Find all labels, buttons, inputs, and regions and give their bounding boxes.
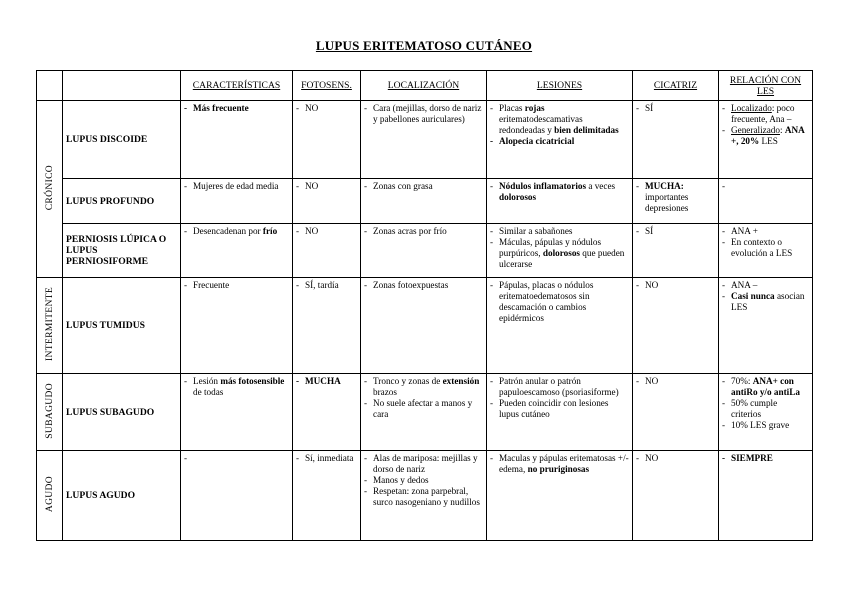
cell-cicatriz (633, 224, 719, 278)
text-run: ANA +, 20% (731, 125, 805, 146)
list-item (490, 237, 629, 270)
cell-lesiones (487, 224, 633, 278)
bullet-list (184, 280, 289, 291)
list-item: - NO (296, 103, 357, 114)
cell-fotosens (293, 451, 361, 541)
cell-relacion (719, 224, 813, 278)
bullet-list (722, 280, 809, 313)
group-agudo (37, 451, 63, 541)
bullet-list (636, 181, 715, 214)
header-lesiones: LESIONES (487, 71, 633, 101)
bullet-list (490, 280, 629, 324)
list-item: - ANA – (722, 280, 809, 291)
list-item: - No suele afectar a manos y cara (364, 398, 483, 420)
text-run: no pruriginosas (527, 464, 590, 474)
bullet-list (184, 181, 289, 192)
list-item: - Alas de mariposa: mejillas y dorso de nariz (364, 453, 483, 475)
bullet-list (490, 226, 629, 270)
cell-lesiones (487, 179, 633, 224)
row-name: LUPUS DISCOIDE (63, 101, 181, 179)
text-run: MUCHA: (645, 181, 684, 191)
header-localizacion: LOCALIZACIÓN (361, 71, 487, 101)
header-blank-2 (63, 71, 181, 101)
list-item: - NO (636, 376, 715, 387)
text-run: extensión (442, 376, 480, 386)
list-item: - NO (296, 226, 357, 237)
cell-localizacion (361, 179, 487, 224)
bullet-list (490, 103, 629, 147)
bullet-list (636, 103, 715, 114)
text-run: Desencadenan por (193, 226, 263, 236)
cell-relacion (719, 101, 813, 179)
bullet-list (722, 103, 809, 147)
cell-localizacion (361, 101, 487, 179)
cell-cicatriz (633, 179, 719, 224)
header-cicatriz: CICATRIZ (633, 71, 719, 101)
group-intermitente-label: INTERMITENTE (44, 287, 55, 361)
list-item: - SIEMPRE (722, 453, 809, 464)
cell-localizacion (361, 451, 487, 541)
list-item (184, 226, 289, 237)
list-item (490, 181, 629, 203)
bullet-list (490, 181, 629, 203)
bullet-list (722, 226, 809, 259)
text-run: rojas (524, 103, 545, 113)
list-item: - Alopecia cicatricial (490, 136, 629, 147)
list-item: - Más frecuente (184, 103, 289, 114)
list-item: - En contexto o evolución a LES (722, 237, 809, 259)
text-run: que pueden ulcerarse (499, 248, 625, 269)
bullet-list (636, 376, 715, 387)
row-discoide (37, 101, 813, 179)
bullet-list (184, 376, 289, 398)
cell-caracteristicas (181, 179, 293, 224)
text-run: frío (262, 226, 278, 236)
bullet-list (296, 103, 357, 114)
text-run: Nódulos inflamatorios (499, 181, 587, 191)
list-item: - ANA + (722, 226, 809, 237)
bullet-list (490, 376, 629, 420)
list-item: - NO (636, 280, 715, 291)
bullet-list (296, 453, 357, 464)
text-run: brazos (373, 387, 397, 397)
bullet-list (490, 453, 629, 475)
bullet-list (296, 181, 357, 192)
group-cronico-label: CRÓNICO (44, 164, 55, 211)
row-profundo (37, 179, 813, 224)
bullet-list (296, 226, 357, 237)
text-run: más fotosensible (220, 376, 285, 386)
list-item: - SÍ (636, 103, 715, 114)
bullet-list (364, 376, 483, 420)
text-run: dolorosos (499, 192, 537, 202)
cell-cicatriz (633, 101, 719, 179)
text-run: Generalizado (731, 125, 780, 135)
row-perniosis (37, 224, 813, 278)
bullet-list (296, 376, 357, 387)
list-item: - Respetan: zona parpebral, surco nasogeniano y nudillos (364, 486, 483, 508)
group-cronico (37, 101, 63, 278)
text-run: Placas (499, 103, 525, 113)
cell-relacion (719, 278, 813, 374)
group-agudo-label: AGUDO (44, 475, 55, 513)
bullet-list (296, 280, 357, 291)
bullet-list (184, 103, 289, 114)
list-item: - 50% cumple criterios (722, 398, 809, 420)
cell-localizacion (361, 224, 487, 278)
text-run: Maculas y pápulas eritematosas +/- edema, (499, 453, 629, 474)
list-item: - Similar a sabañones (490, 226, 629, 237)
text-run: : poco frecuente, Ana – (731, 103, 795, 124)
text-run: a veces (586, 181, 616, 191)
list-item: - Zonas acras por frío (364, 226, 483, 237)
cell-fotosens (293, 224, 361, 278)
cell-relacion (719, 179, 813, 224)
row-name: LUPUS TUMIDUS (63, 278, 181, 374)
header-relacion: RELACIÓN CON LES (719, 71, 813, 101)
bullet-list (722, 376, 809, 431)
cell-lesiones (487, 451, 633, 541)
list-item: - Mujeres de edad media (184, 181, 289, 192)
row-name: LUPUS PROFUNDO (63, 179, 181, 224)
row-name: LUPUS AGUDO (63, 451, 181, 541)
list-item: - Zonas fotoexpuestas (364, 280, 483, 291)
list-item: - NO (636, 453, 715, 464)
list-item: - Patrón anular o patrón papuloescamoso (psoriasiforme) (490, 376, 629, 398)
list-item: - Sí, inmediata (296, 453, 357, 464)
list-item (636, 181, 715, 214)
text-run: dolorosos (542, 248, 580, 258)
list-item: - Manos y dedos (364, 475, 483, 486)
text-run: Tronco y zonas de (373, 376, 443, 386)
text-run: asocian LES (731, 291, 805, 312)
row-name: LUPUS SUBAGUDO (63, 374, 181, 451)
cell-localizacion (361, 374, 487, 451)
bullet-list (364, 453, 483, 508)
bullet-list (636, 280, 715, 291)
cell-caracteristicas (181, 451, 293, 541)
list-item: - MUCHA (296, 376, 357, 387)
cell-lesiones (487, 278, 633, 374)
list-item (364, 376, 483, 398)
text-run: ANA+ con antiRo y/o antiLa (731, 376, 800, 397)
header-fotosens: FOTOSENS. (293, 71, 361, 101)
bullet-list (364, 181, 483, 192)
list-item: - Cara (mejillas, dorso de nariz y pabellones auriculares) (364, 103, 483, 125)
group-subagudo-label: SUBAGUDO (44, 382, 55, 439)
list-item (490, 103, 629, 136)
cell-relacion (719, 374, 813, 451)
row-name: PERNIOSIS LÚPICA O LUPUS PERNIOSIFORME (63, 224, 181, 278)
text-run: Casi nunca (731, 291, 775, 301)
header-row (37, 71, 813, 101)
list-item: - 10% LES grave (722, 420, 809, 431)
bullet-list (636, 226, 715, 237)
bullet-list (636, 453, 715, 464)
list-item (722, 125, 809, 147)
text-run: bien delimitadas (554, 125, 619, 135)
cell-fotosens (293, 179, 361, 224)
group-subagudo (37, 374, 63, 451)
bullet-list (364, 280, 483, 291)
list-item: - NO (296, 181, 357, 192)
cell-lesiones (487, 101, 633, 179)
cell-fotosens (293, 374, 361, 451)
text-run: de todas (193, 387, 224, 397)
list-item (490, 453, 629, 475)
cell-caracteristicas (181, 224, 293, 278)
lupus-table (36, 70, 813, 541)
header-caracteristicas: CARACTERÍSTICAS (181, 71, 293, 101)
header-blank-1 (37, 71, 63, 101)
list-item: - SÍ, tardía (296, 280, 357, 291)
text-run: : (779, 125, 785, 135)
list-item: - SÍ (636, 226, 715, 237)
bullet-list (364, 226, 483, 237)
row-subagudo (37, 374, 813, 451)
list-item (722, 376, 809, 398)
text-run: 70%: (731, 376, 753, 386)
cell-caracteristicas (181, 278, 293, 374)
text-run: importantes depresiones (645, 192, 689, 213)
bullet-list (184, 226, 289, 237)
bullet-list (364, 103, 483, 125)
cell-cicatriz (633, 374, 719, 451)
cell-fotosens (293, 101, 361, 179)
page-title: LUPUS ERITEMATOSO CUTÁNEO (315, 38, 533, 53)
group-intermitente (37, 278, 63, 374)
bullet-list (722, 453, 809, 464)
list-item (722, 103, 809, 125)
text-run: Máculas, pápulas y nódulos purpúricos, (499, 237, 602, 258)
cell-fotosens (293, 278, 361, 374)
row-tumidus (37, 278, 813, 374)
list-item: - Pueden coincidir con lesiones lupus cutáneo (490, 398, 629, 420)
text-run: Localizado (731, 103, 772, 113)
cell-cicatriz (633, 278, 719, 374)
cell-cicatriz (633, 451, 719, 541)
text-run: Lesión (193, 376, 221, 386)
list-item: - Pápulas, placas o nódulos eritematoedematosos sin descamación o cambios epidérmicos (490, 280, 629, 324)
cell-caracteristicas (181, 101, 293, 179)
text-run: eritematodescamativas redondeadas y (499, 114, 583, 135)
cell-relacion (719, 451, 813, 541)
list-item: - Frecuente (184, 280, 289, 291)
list-item (722, 291, 809, 313)
cell-lesiones (487, 374, 633, 451)
text-run: LES (759, 136, 778, 146)
list-item (184, 376, 289, 398)
cell-caracteristicas (181, 374, 293, 451)
row-agudo (37, 451, 813, 541)
cell-localizacion (361, 278, 487, 374)
list-item: - Zonas con grasa (364, 181, 483, 192)
